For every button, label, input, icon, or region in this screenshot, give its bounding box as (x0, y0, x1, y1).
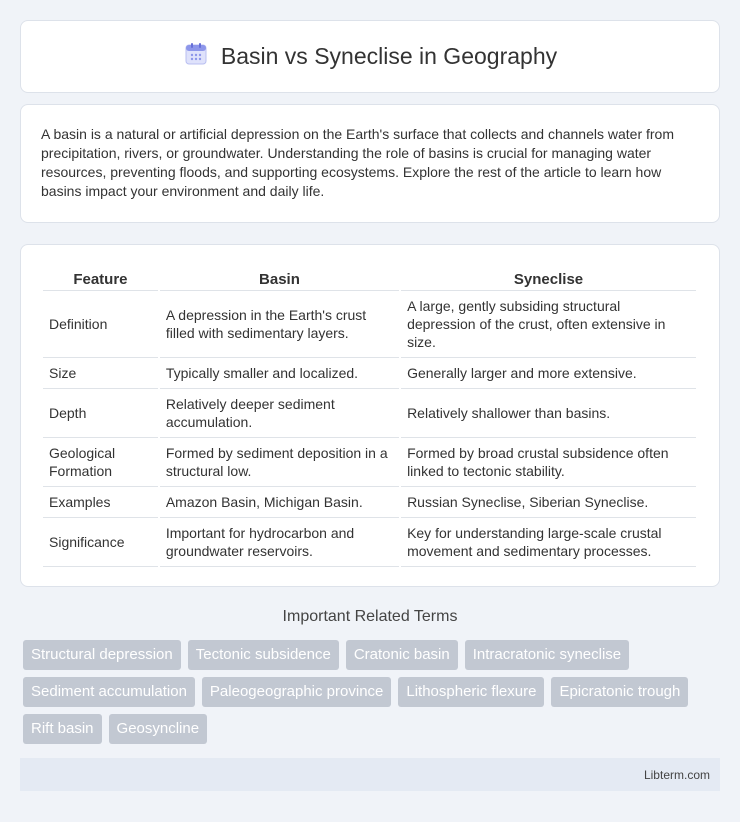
tag-tectonic-subsidence[interactable]: Tectonic subsidence (188, 640, 339, 670)
table-cell: Typically smaller and localized. (160, 358, 399, 389)
table-cell: Geological Formation (43, 438, 158, 487)
table-header-basin: Basin (160, 265, 399, 291)
intro-card (20, 104, 720, 223)
table-cell: Key for understanding large-scale crustal movement and sedimentary processes. (401, 518, 696, 567)
tag-paleogeographic-province[interactable]: Paleogeographic province (202, 677, 391, 707)
tag-cratonic-basin[interactable]: Cratonic basin (346, 640, 458, 670)
footer (20, 758, 720, 791)
tag-geosyncline[interactable]: Geosyncline (109, 714, 208, 744)
tag-sediment-accumulation[interactable]: Sediment accumulation (23, 677, 195, 707)
tag-structural-depression[interactable]: Structural depression (23, 640, 181, 670)
comparison-table-card (20, 244, 720, 587)
table-cell: Amazon Basin, Michigan Basin. (160, 487, 399, 518)
tag-intracratonic-syneclise[interactable]: Intracratonic syneclise (465, 640, 629, 670)
related-terms-tags (23, 640, 723, 744)
table-cell: Significance (43, 518, 158, 567)
comparison-table (41, 265, 698, 567)
table-header-row (43, 265, 696, 291)
table-cell: Relatively shallower than basins. (401, 389, 696, 438)
table-row (43, 438, 696, 487)
table-cell: A depression in the Earth's crust filled with sedimentary layers. (160, 291, 399, 358)
table-cell: A large, gently subsiding structural depression of the crust, often extensive in size. (401, 291, 696, 358)
tag-lithospheric-flexure[interactable]: Lithospheric flexure (398, 677, 544, 707)
intro-text: A basin is a natural or artificial depression on the Earth's surface that collects and channels water from precipitation, rivers, or groundwater. Understanding the role of basins is crucial for managing water resources, preventing floods, and supporting ecosystems. Explore the rest of the article to learn how basins impact your environment and daily life. (41, 126, 675, 199)
table-row (43, 487, 696, 518)
title-wrap (183, 41, 557, 72)
table-header-syneclise: Syneclise (401, 265, 696, 291)
page-title: Basin vs Syneclise in Geography (220, 43, 558, 69)
table-cell: Formed by sediment deposition in a structural low. (160, 438, 399, 487)
table-row (43, 291, 696, 358)
table-cell: Generally larger and more extensive. (401, 358, 696, 389)
table-cell: Relatively deeper sediment accumulation. (160, 389, 399, 438)
table-cell: Examples (43, 487, 158, 518)
calendar-icon (183, 41, 209, 72)
tag-rift-basin[interactable]: Rift basin (23, 714, 102, 744)
table-cell: Important for hydrocarbon and groundwater reservoirs. (160, 518, 399, 567)
related-terms-title: Important Related Terms (282, 608, 458, 625)
table-cell: Russian Syneclise, Siberian Syneclise. (401, 487, 696, 518)
table-cell: Size (43, 358, 158, 389)
table-cell: Formed by broad crustal subsidence often linked to tectonic stability. (401, 438, 696, 487)
table-row (43, 389, 696, 438)
table-header-feature: Feature (43, 265, 158, 291)
header-card (20, 20, 720, 93)
table-cell: Depth (43, 389, 158, 438)
tag-epicratonic-trough[interactable]: Epicratonic trough (551, 677, 688, 707)
table-cell: Definition (43, 291, 158, 358)
table-row (43, 358, 696, 389)
footer-brand-link[interactable]: Libterm.com (643, 767, 710, 782)
table-row (43, 518, 696, 567)
